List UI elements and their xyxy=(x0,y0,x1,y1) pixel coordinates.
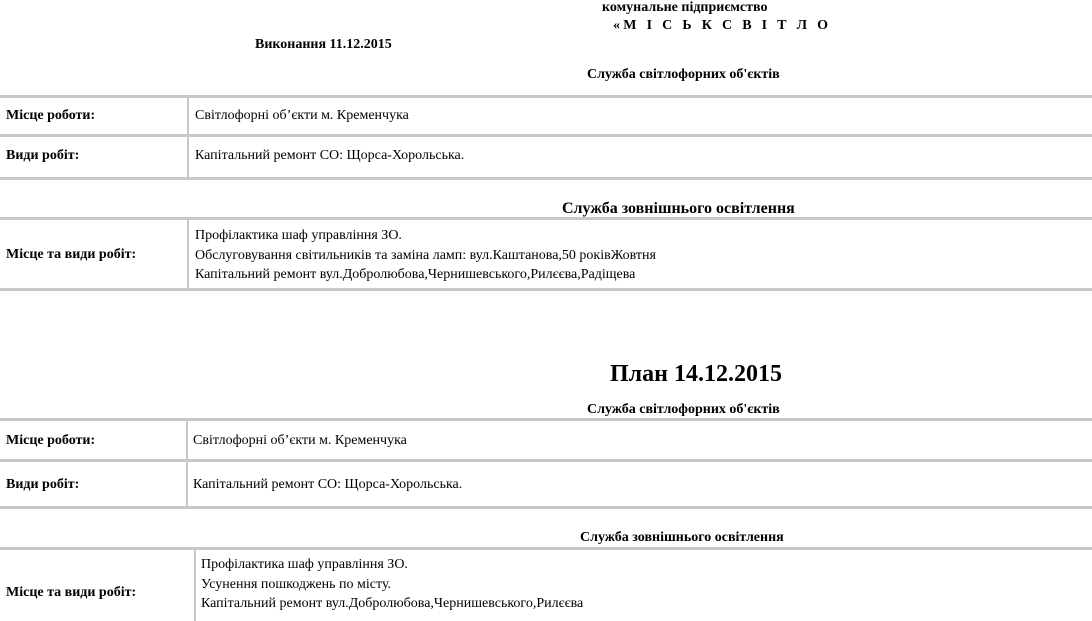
work-item: Обслуговування світильників та заміна ламп: вул.Каштанова,50 роківЖовтня xyxy=(195,247,656,263)
column-divider xyxy=(187,219,189,289)
field-value: Світлофорні об’єкти м. Кременчука xyxy=(195,108,409,123)
divider xyxy=(0,547,1092,550)
org-name: «М І С Ь К С В І Т Л О xyxy=(613,18,832,33)
work-item: Усунення пошкоджень по місту. xyxy=(201,576,392,592)
work-list xyxy=(195,226,656,285)
divider xyxy=(0,506,1092,509)
column-divider xyxy=(187,97,189,178)
field-value: Капітальний ремонт СО: Щорса-Хорольська. xyxy=(193,477,463,492)
field-label: Місце роботи: xyxy=(6,108,96,123)
plan-title: План 14.12.2015 xyxy=(610,361,782,387)
work-item: Капітальний ремонт вул.Добролюбова,Чернишевського,Рилєєва,Радіщева xyxy=(195,267,636,282)
field-label: Види робіт: xyxy=(6,477,80,492)
field-label: Місце та види робіт: xyxy=(6,247,137,262)
work-list xyxy=(201,555,583,614)
work-item: Профілактика шаф управління ЗО. xyxy=(195,228,402,243)
divider xyxy=(0,418,1092,421)
section-title: Служба світлофорних об'єктів xyxy=(587,402,780,417)
field-label: Місце роботи: xyxy=(6,433,96,448)
org-type: комунальне підприємство xyxy=(602,0,768,15)
divider xyxy=(0,95,1092,98)
section-title: Служба зовнішнього освітлення xyxy=(580,530,784,545)
section-title: Служба зовнішнього освітлення xyxy=(562,200,795,217)
execution-title: Виконання 11.12.2015 xyxy=(255,37,392,52)
work-item: Капітальний ремонт вул.Добролюбова,Чернишевського,Рилєєва xyxy=(201,596,584,611)
divider xyxy=(0,288,1092,291)
divider xyxy=(0,217,1092,220)
section-title: Служба світлофорних об'єктів xyxy=(587,67,780,82)
field-label: Види робіт: xyxy=(6,148,80,163)
divider xyxy=(0,177,1092,180)
column-divider xyxy=(194,549,196,621)
field-label: Місце та види робіт: xyxy=(6,585,137,600)
column-divider xyxy=(186,420,188,507)
divider xyxy=(0,459,1092,462)
field-value: Світлофорні об’єкти м. Кременчука xyxy=(193,433,407,448)
field-value: Капітальний ремонт СО: Щорса-Хорольська. xyxy=(195,148,465,163)
divider xyxy=(0,134,1092,137)
work-item: Профілактика шаф управління ЗО. xyxy=(201,557,408,572)
